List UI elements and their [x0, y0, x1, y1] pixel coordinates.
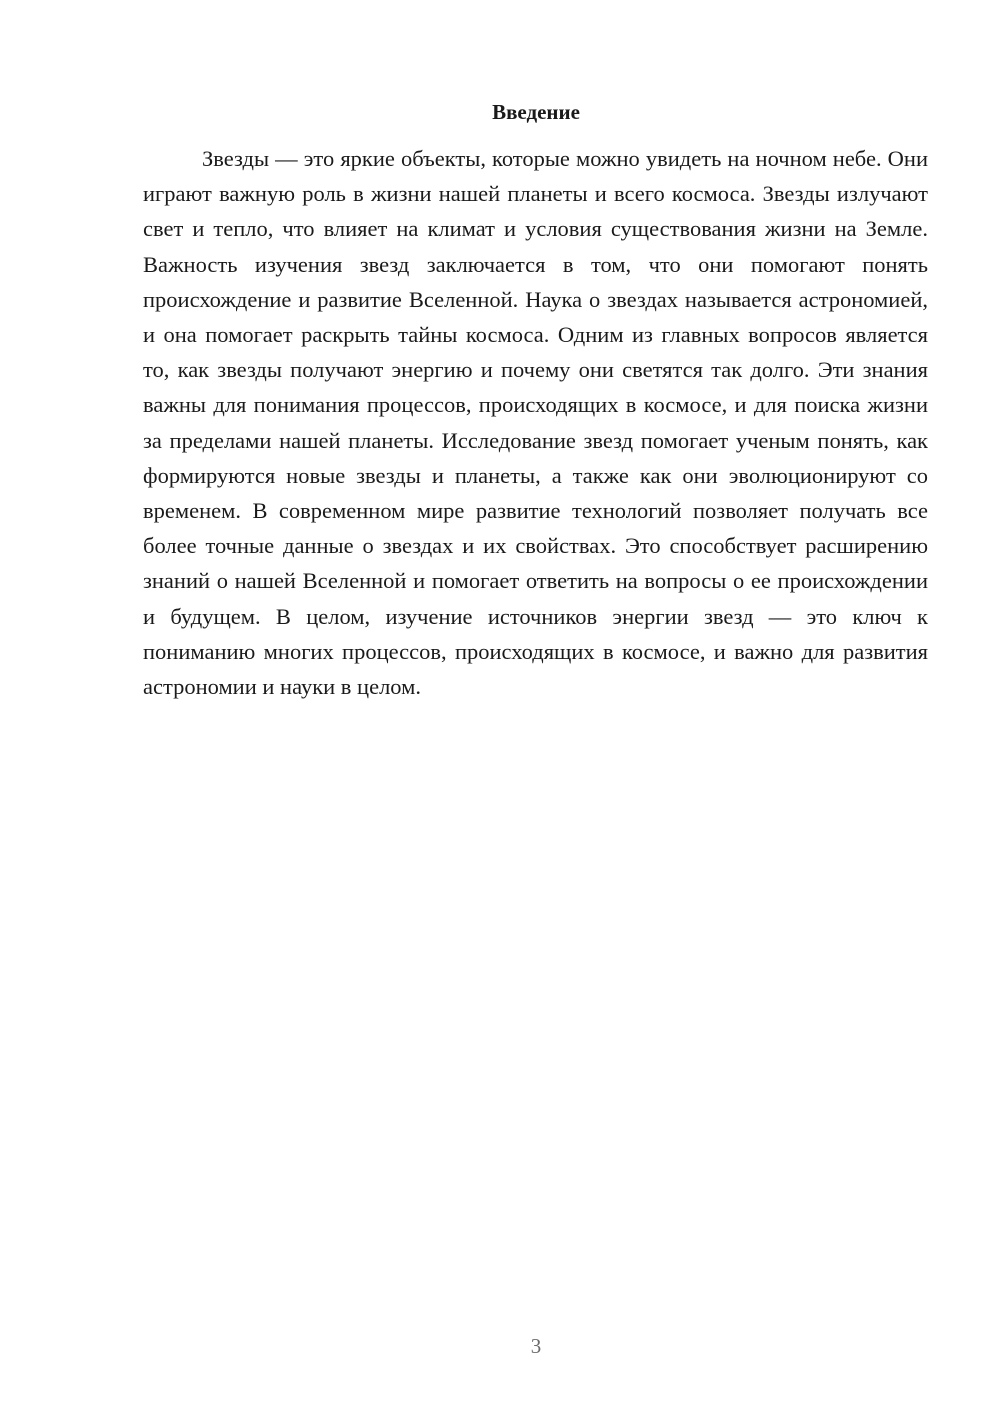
- page-number: 3: [530, 1334, 542, 1358]
- section-heading: Введение: [492, 100, 580, 124]
- body-paragraph: Звезды — это яркие объекты, которые можно увидеть на ночном небе. Они играют важную роль в жизни нашей планеты и всего космоса. Звезды излучают свет и тепло, что влияет на климат и условия существования жизни на Земле. Важность изучения звезд заключается в том, что они помогают понять происхождение и развитие Вселенной. Наука о звездах называется астрономией, и она помогает раскрыть тайны космоса. Одним из главных вопросов является то, как звезды получают энергию и почему они светятся так долго. Эти знания важны для понимания процессов, происходящих в космосе, и для поиска жизни за пределами нашей планеты. Исследование звезд помогает ученым понять, как формируются новые звезды и планеты, а также как они эволюционируют со временем. В современном мире развитие технологий позволяет получать все более точные данные о звездах и их свойствах. Это способствует расширению знаний о нашей Вселенной и помогает ответить на вопросы о ее происхождении и будущем. В целом, изучение источников энергии звезд — это ключ к пониманию многих процессов, происходящих в космосе, и важно для развития астрономии и науки в целом.: [143, 146, 928, 700]
